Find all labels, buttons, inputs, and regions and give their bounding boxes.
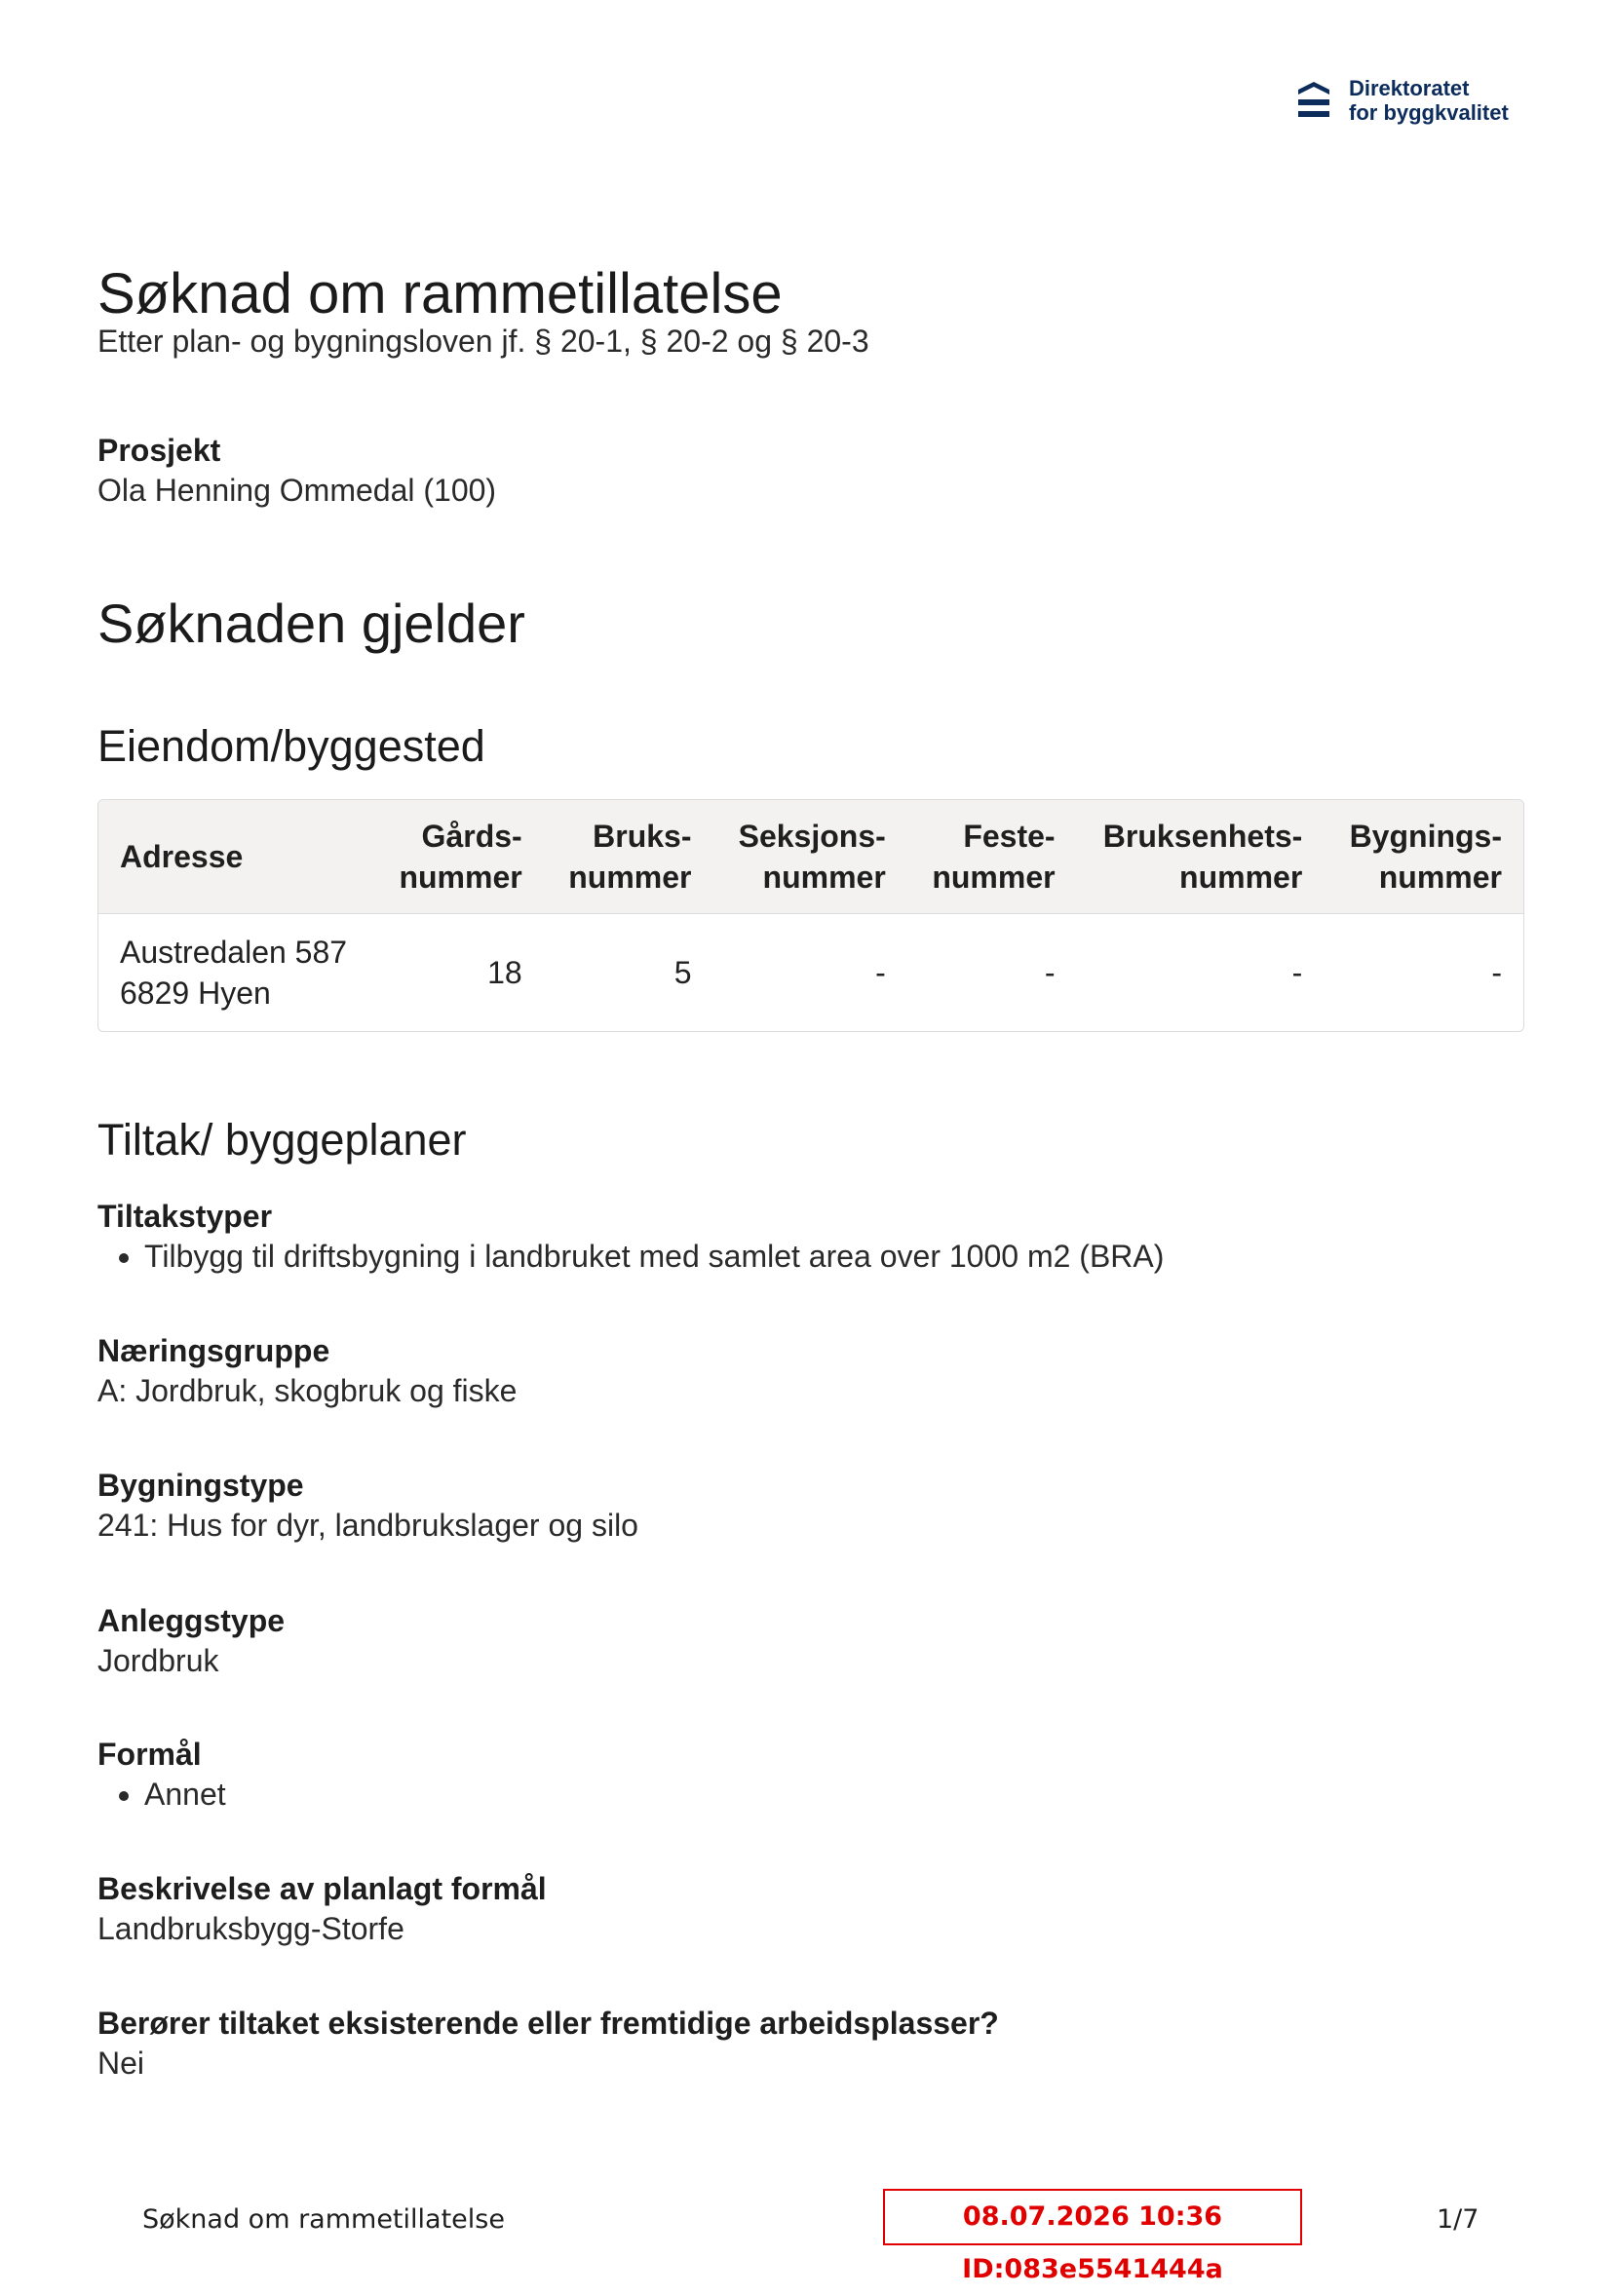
table-cell: - bbox=[1291, 955, 1303, 990]
table-cell: 18 bbox=[487, 955, 522, 990]
column-header: Seksjons- nummer bbox=[713, 800, 907, 914]
section-title: Søknaden gjelder bbox=[97, 593, 525, 654]
column-header: Adresse bbox=[98, 800, 374, 914]
measure-types-field bbox=[97, 1197, 1164, 1277]
project-value: Ola Henning Ommedal (100) bbox=[97, 473, 497, 508]
building-type-label: Bygningstype bbox=[97, 1468, 304, 1503]
logo-text bbox=[1349, 76, 1509, 125]
document-title: Søknad om rammetillatelse bbox=[97, 262, 783, 325]
address-cell: Austredalen 587 6829 Hyen bbox=[120, 935, 348, 1011]
workplaces-label: Berører tiltaket eksisterende eller fremtidige arbeidsplasser? bbox=[97, 2006, 999, 2041]
workplaces-field bbox=[97, 2004, 999, 2084]
facility-type-label: Anleggstype bbox=[97, 1603, 286, 1638]
facility-type-field bbox=[97, 1601, 285, 1681]
column-header: Bruks- nummer bbox=[544, 800, 713, 914]
purpose-list bbox=[97, 1774, 226, 1815]
project-label: Prosjekt bbox=[97, 433, 221, 468]
purpose-description-label: Beskrivelse av planlagt formål bbox=[97, 1871, 547, 1906]
table-cell: - bbox=[1491, 955, 1502, 990]
workplaces-value: Nei bbox=[97, 2046, 145, 2081]
plans-heading: Tiltak/ byggeplaner bbox=[97, 1115, 467, 1165]
table-cell: - bbox=[1044, 955, 1056, 990]
facility-type-value: Jordbruk bbox=[97, 1643, 219, 1678]
building-type-value: 241: Hus for dyr, landbrukslager og silo bbox=[97, 1508, 638, 1543]
column-header: Gårds- nummer bbox=[374, 800, 544, 914]
page-number: 1/7 bbox=[1437, 2204, 1480, 2235]
measure-types-list bbox=[97, 1236, 1164, 1277]
dibk-logo-icon bbox=[1294, 78, 1333, 123]
property-heading: Eiendom/byggested bbox=[97, 721, 485, 771]
project-field bbox=[97, 431, 496, 511]
table-header-row bbox=[98, 800, 1523, 914]
purpose-description-value: Landbruksbygg-Storfe bbox=[97, 1911, 404, 1946]
table-row bbox=[98, 914, 1523, 1032]
property-table bbox=[97, 799, 1524, 1032]
building-type-field bbox=[97, 1466, 638, 1546]
purpose-field bbox=[97, 1735, 226, 1815]
document-subtitle: Etter plan- og bygningsloven jf. § 20-1, § 20-2 og § 20-3 bbox=[97, 324, 869, 359]
list-item: • Annet bbox=[144, 1774, 226, 1815]
industry-field bbox=[97, 1331, 517, 1411]
column-header: Bygnings- nummer bbox=[1324, 800, 1523, 914]
column-header: Bruksenhets- nummer bbox=[1077, 800, 1325, 914]
dibk-logo bbox=[1294, 76, 1509, 125]
footer-title: Søknad om rammetillatelse bbox=[142, 2204, 505, 2235]
id-stamp: 08.07.2026 10:36 ID:083e5541444a bbox=[883, 2189, 1302, 2245]
purpose-description-field bbox=[97, 1869, 547, 1949]
industry-value: A: Jordbruk, skogbruk og fiske bbox=[97, 1373, 518, 1408]
industry-label: Næringsgruppe bbox=[97, 1333, 330, 1368]
table-cell: - bbox=[875, 955, 886, 990]
purpose-label: Formål bbox=[97, 1737, 202, 1772]
list-item: • Tilbygg til driftsbygning i landbruket med samlet area over 1000 m2 (BRA) bbox=[144, 1236, 1164, 1277]
measure-types-label: Tiltakstyper bbox=[97, 1199, 273, 1234]
column-header: Feste- nummer bbox=[907, 800, 1077, 914]
logo-line-1: Direktoratet bbox=[1349, 76, 1470, 100]
logo-line-2: for byggkvalitet bbox=[1349, 100, 1509, 125]
table-cell: 5 bbox=[673, 955, 692, 990]
